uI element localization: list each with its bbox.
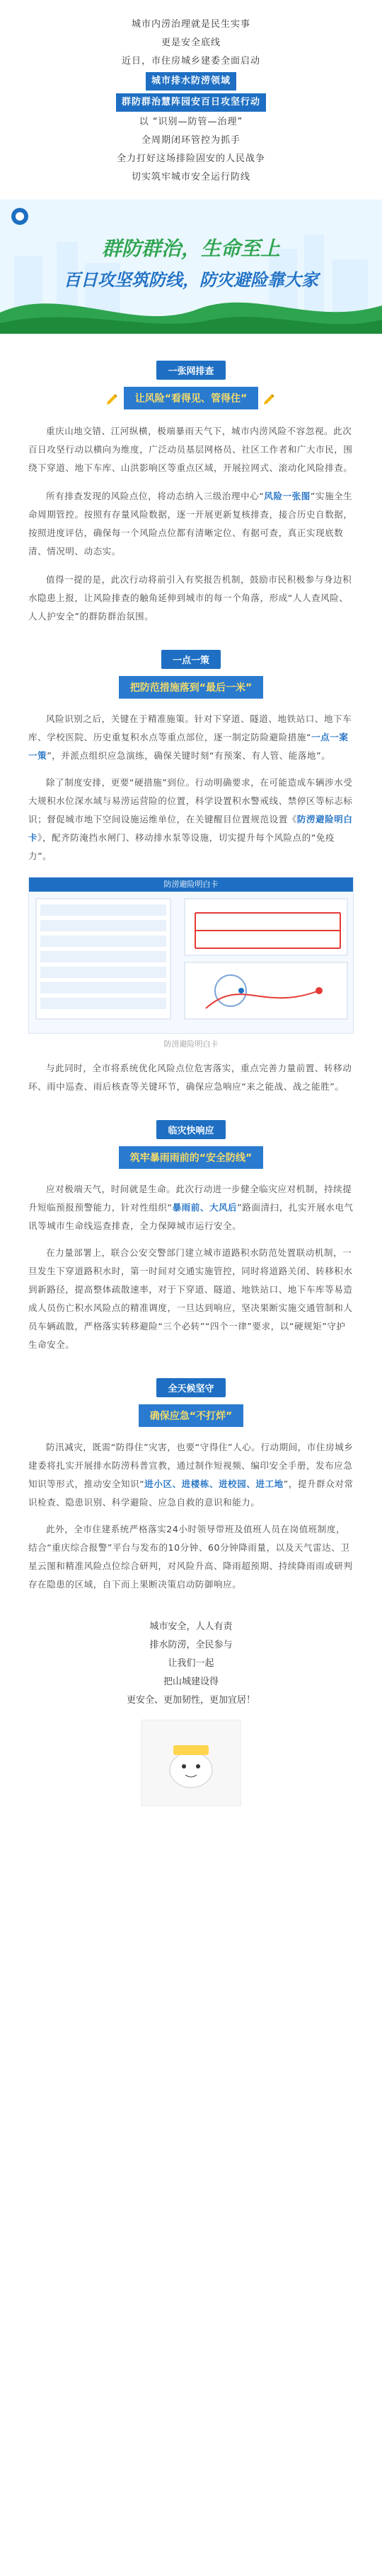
banner-title-2: 百日攻坚筑防线，防灾避险靠大家: [64, 270, 318, 290]
mascot-image: [141, 1720, 241, 1806]
intro-highlight: 城市排水防涝领域: [146, 72, 236, 91]
section4-pill: 全天候坚守: [156, 1378, 225, 1397]
section2-head: [0, 650, 382, 699]
keyword-highlight: 进小区、进楼栋、进校园、进工地: [144, 1479, 284, 1489]
outro-line: 更安全、更加韧性，更加宜居！: [126, 1695, 255, 1706]
section1-paragraph: 所有排查发现的风险点位，将动态纳入三级治理中心“风险一张图”实施全生命周期管控。按照有存量风险数据，逐一开展更新复核排查，接合历史自数据，按照进度评估，确保每一个风险点位都有清晰定位、有据可查，真正实现底数清、情况明、动态实。: [28, 491, 353, 556]
section2-paragraph: 风险识别之后，关键在于精准施策。针对下穿道、隧道、地铁站口、地下车库、学校医院、历史重复积水点等重点部位，逐一制定防险避险措施“一点一案一策”，并派点组织应急演练，确保关键时刻“有预案、有人管、能落地”。: [28, 713, 352, 761]
section2-paragraph: 与此同时，全市将系统优化风险点位危害落实，重点完善力量前置、转移动环、雨中巡查、雨后核查等关键环节，确保应急响应“来之能战、战之能胜”。: [28, 1063, 352, 1092]
section3-paragraph: 在力量部署上，联合公安交警部门建立城市道路积水防范处置联动机制，一旦发生下穿道路积水时，第一时间对交通实施管控，同时将道路关闭、转移积水到新路径，提高整体疏散速率，对于下穿道、隧道、地铁站口、地下车库等易造成人员伤亡积水风险点的精准调度，一旦达到响应，坚决果断实施交通管制和人员车辆疏散，严格落实转移避险“三个必转”“四个一律”要求，以“硬规矩”守护生命安全。: [28, 1247, 353, 1350]
card-diagrams: [29, 892, 354, 1033]
map-card: [28, 877, 354, 1034]
intro-line: 以 “识别—防管—治理”: [139, 117, 243, 127]
keyword-highlight: 防涝避险明白卡: [28, 814, 353, 843]
outro-line: 城市安全，人人有责: [149, 1621, 233, 1632]
outro-line: 把山城建设得: [163, 1677, 219, 1687]
hero-banner: [0, 199, 382, 334]
card-caption: 防涝避险明白卡: [163, 1039, 219, 1049]
intro-line: 城市内涝治理就是民生实事: [131, 19, 250, 30]
outro-line: 排水防涝，全民参与: [149, 1640, 233, 1650]
section2-pill: 一点一策: [161, 650, 221, 669]
intro-line: 更是安全底线: [161, 37, 221, 48]
section1-pill: 一张网排查: [156, 361, 225, 380]
section1-head: [0, 361, 382, 409]
intro-line: 近日，市住房城乡建委全面启动: [121, 56, 260, 66]
map-card-title: 防涝避险明白卡: [29, 878, 353, 892]
keyword-highlight: 一点一案一策: [28, 732, 349, 761]
section2-band: 把防范措施落到“最后一米”: [119, 676, 263, 699]
section3-pill: 临灾快响应: [156, 1120, 225, 1139]
section4-paragraph: 此外，全市住建系统严格落实24小时领导带班及值班人员在岗值班制度，结合“重庆综合报警”平台与发布的10分钟、60分钟降雨量，以及天气雷达、卫星云图和精准风险点位综合研判，对风险升高、降雨超预期、持续降雨雨或研判存在隐患的区域，自下而上果断决策启动防御响应。: [28, 1524, 353, 1590]
keyword-highlight: 暴雨前、大风后: [172, 1202, 238, 1213]
section3-head: [0, 1120, 382, 1169]
intro-line: 切实筑牢城市安全运行防线: [131, 172, 250, 182]
intro-highlight: 群防群治慧阵园安百日攻坚行动: [116, 93, 266, 112]
section1-paragraph: 重庆山地交错、江河纵横，极端暴雨天气下，城市内涝风险不容忽视。此次百日攻坚行动以横向为维度，广泛动员基层网格员、社区工作者和广大市民，围绕下穿道、地下车库、山洪影响区等重点区域，开展拉网式、滚动化风险排查。: [28, 426, 353, 473]
keyword-highlight: 风险一张图: [264, 491, 311, 501]
section1-band: 让风险“看得见、管得住”: [124, 387, 258, 409]
section4-paragraph: 防汛减灾，既需“防得住”灾害，也要“守得住”人心。行动期间，市住房城乡建委将扎实开展排水防涝科普宣教，通过制作短视频、编印安全手册，发布应急知识等形式，推动安全知识“进小区、进楼栋、进校园、进工地”，提升群众对常识检查、隐患识别、科学避险、应急自救的意识和能力。: [28, 1442, 354, 1508]
intro-line: 全周期闭环管控为抓手: [141, 135, 241, 146]
pencil-icon: [105, 391, 120, 407]
section1-paragraph: 值得一提的是，此次行动将前引入有奖报告机制，鼓励市民积极参与身边积水隐患上报，让风险排查的触角延伸到城市的每一个角落，形成“人人查风险、人人护安全”的群防群治氛围。: [28, 574, 352, 622]
mascot-art: [156, 1731, 226, 1795]
banner-title-1: 群防群治，生命至上: [101, 237, 280, 260]
outro-line: 让我们一起: [168, 1658, 214, 1669]
intro-block: [0, 0, 382, 187]
section4-band: 确保应急“不打烊”: [139, 1404, 243, 1427]
section3-band: 筑牢暴雨雨前的“安全防线”: [119, 1146, 263, 1169]
pencil-icon: [262, 391, 277, 407]
section4-head: [0, 1378, 382, 1427]
intro-line: 全力打好这场排险固安的人民战争: [116, 153, 265, 164]
section2-paragraph: 除了制度安排，更要“硬措施”到位。行动明确要求，在可能造成车辆涉水受大规积水位深水域与易涝运营险的位置，科学设置积水警戒线、禁停区等标志标识；督促城市地下空间设施运维单位，在关键醒目位置规范设置《防涝避险明白卡》，配齐防淹挡水闸门、移动排水泵等设施，切实提升每个风险点的“免疫力”。: [28, 777, 353, 861]
section3-paragraph: 应对极端天气，时间就是生命。此次行动进一步健全临灾应对机制，持续提升短临预报预警能力，针对性组织“暴雨前、大风后”路面清扫，扎实开展水电气讯等城市生命线巡查排查，全力保障城市运行安全。: [28, 1184, 354, 1231]
outro-block: [0, 1618, 382, 1710]
